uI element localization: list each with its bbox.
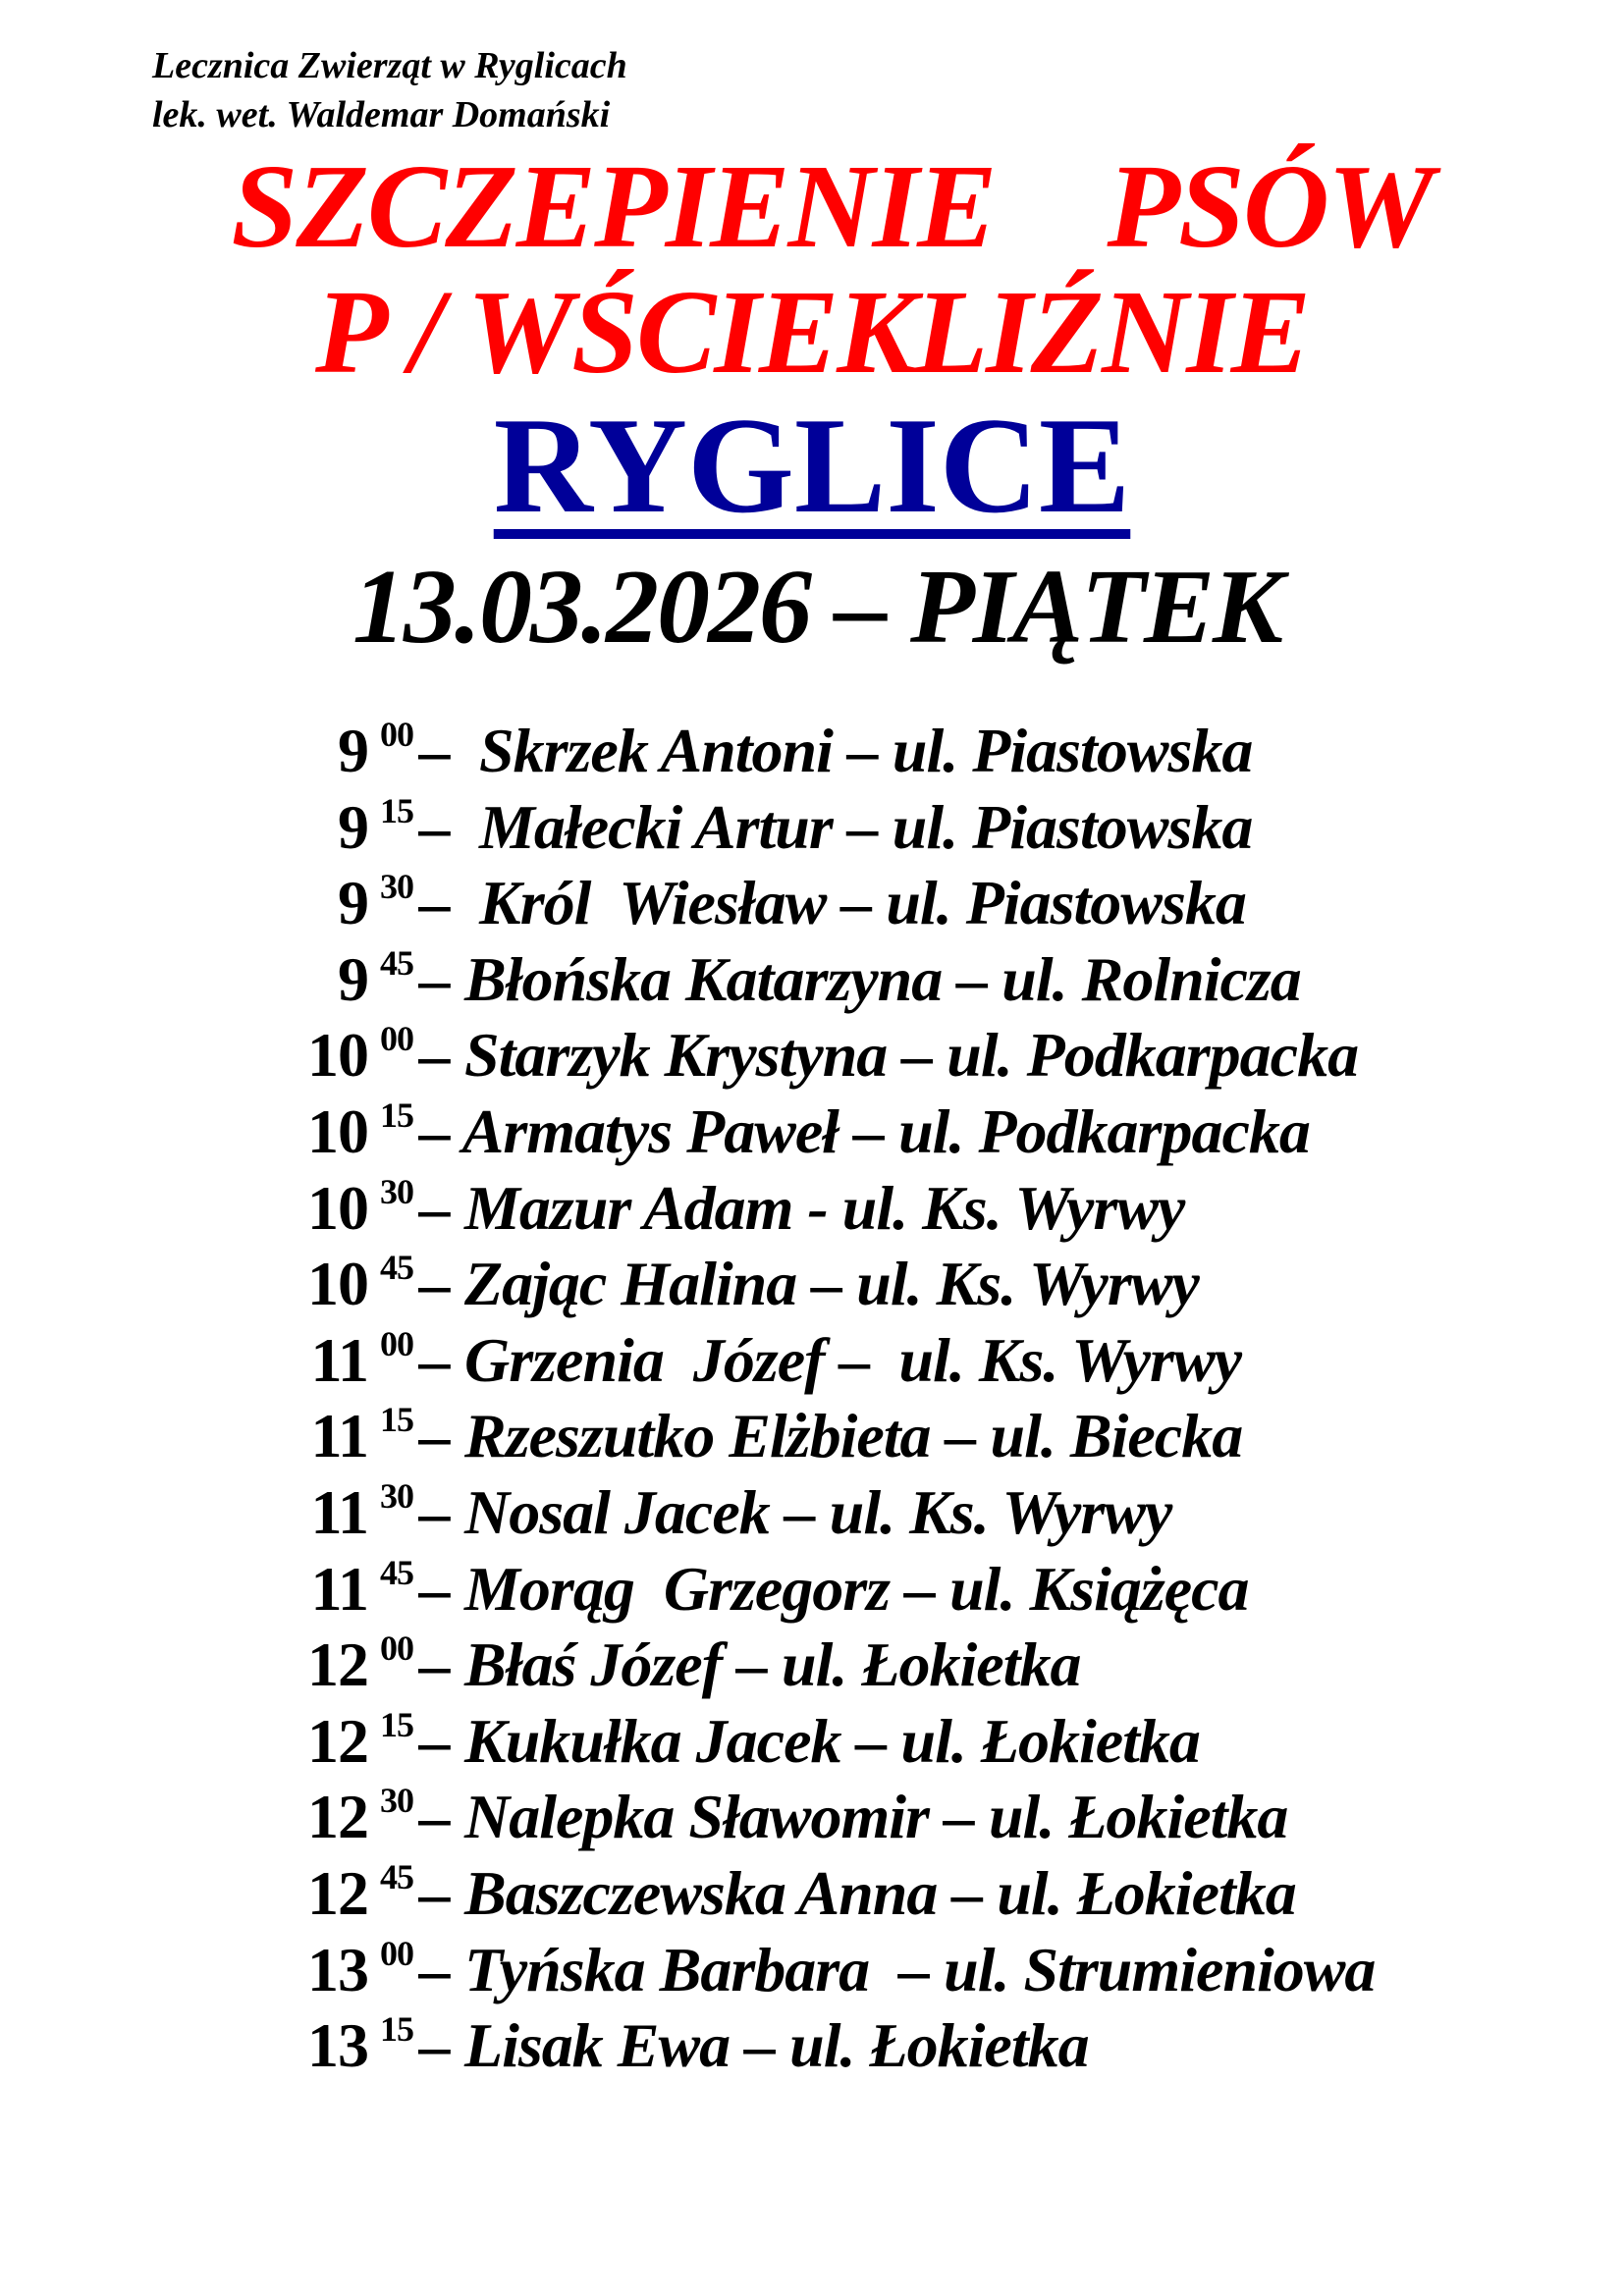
schedule-minute: 15 xyxy=(380,1704,413,1744)
schedule-entry: – Grzenia Józef – ul. Ks. Wyrwy xyxy=(419,1324,1242,1395)
schedule-minute: 15 xyxy=(380,1095,413,1135)
schedule-hour: 12 xyxy=(307,1782,368,1852)
schedule-minute: 00 xyxy=(380,1933,413,1973)
schedule-hour: 9 xyxy=(338,868,368,938)
schedule-hour: 12 xyxy=(307,1705,368,1776)
schedule-entry: – Starzyk Krystyna – ul. Podkarpacka xyxy=(419,1020,1359,1091)
schedule-minute: 00 xyxy=(380,1323,413,1363)
schedule-hour: 9 xyxy=(338,791,368,862)
schedule-minute: 30 xyxy=(380,1171,413,1211)
schedule-hour: 12 xyxy=(307,1857,368,1928)
schedule-entry: – Armatys Paweł – ul. Podkarpacka xyxy=(419,1095,1310,1166)
schedule-entry: – Kukułka Jacek – ul. Łokietka xyxy=(419,1705,1200,1776)
schedule-minute: 30 xyxy=(380,867,413,907)
schedule-minute: 30 xyxy=(380,1475,413,1516)
schedule-hour: 10 xyxy=(307,1172,368,1243)
schedule-minute: 45 xyxy=(380,1552,413,1592)
schedule-hour: 11 xyxy=(310,1553,368,1624)
schedule-hour: 11 xyxy=(310,1401,368,1471)
schedule-hour: 13 xyxy=(307,2010,368,2081)
schedule-hour: 10 xyxy=(307,1095,368,1166)
schedule-row xyxy=(241,2007,1375,2084)
schedule-hour: 9 xyxy=(338,943,368,1014)
schedule-entry: – Zając Halina – ul. Ks. Wyrwy xyxy=(419,1249,1199,1319)
schedule-hour: 12 xyxy=(307,1629,368,1700)
schedule-minute: 00 xyxy=(380,1629,413,1669)
schedule-minute: 15 xyxy=(380,1400,413,1440)
schedule-hour: 13 xyxy=(307,1934,368,2004)
schedule-minute: 30 xyxy=(380,1781,413,1821)
schedule-hour: 10 xyxy=(307,1249,368,1319)
schedule-entry: – Nosal Jacek – ul. Ks. Wyrwy xyxy=(419,1476,1172,1547)
title-line-2: P / WŚCIEKLIŹNIE xyxy=(314,266,1310,399)
schedule-minute: 45 xyxy=(380,1248,413,1288)
doctor-name: lek. wet. Waldemar Domański xyxy=(152,94,611,135)
schedule-entry: – Nalepka Sławomir – ul. Łokietka xyxy=(419,1782,1288,1852)
schedule-hour: 9 xyxy=(338,716,368,785)
clinic-name: Lecznica Zwierząt w Ryglicach xyxy=(152,45,627,86)
schedule-entry: – Błońska Katarzyna – ul. Rolnicza xyxy=(419,943,1301,1014)
schedule-minute: 15 xyxy=(380,790,413,830)
schedule-minute: 00 xyxy=(380,715,413,754)
schedule-entry: – Tyńska Barbara – ul. Strumieniowa xyxy=(419,1934,1376,2004)
city-name: RYGLICE xyxy=(493,390,1131,542)
title-line-1: SZCZEPIENIE PSÓW xyxy=(231,140,1433,273)
city-heading xyxy=(0,390,1624,542)
schedule-entry: – Małecki Artur – ul. Piastowska xyxy=(419,791,1253,862)
schedule-entry: – Skrzek Antoni – ul. Piastowska xyxy=(419,716,1253,785)
schedule-minute: 45 xyxy=(380,942,413,983)
event-date: 13.03.2026 – PIĄTEK xyxy=(352,549,1282,666)
schedule-minute: 45 xyxy=(380,1856,413,1896)
schedule-entry: – Rzeszutko Elżbieta – ul. Biecka xyxy=(419,1401,1243,1471)
schedule-entry: – Baszczewska Anna – ul. Łokietka xyxy=(419,1857,1296,1928)
schedule-hour: 11 xyxy=(310,1476,368,1547)
schedule-minute: 00 xyxy=(380,1019,413,1059)
schedule-entry: – Lisak Ewa – ul. Łokietka xyxy=(419,2010,1089,2081)
schedule-list xyxy=(241,713,1375,2084)
schedule-hour: 11 xyxy=(310,1324,368,1395)
schedule-hour: 10 xyxy=(307,1020,368,1091)
schedule-entry: – Mazur Adam - ul. Ks. Wyrwy xyxy=(419,1172,1185,1243)
schedule-entry: – Błaś Józef – ul. Łokietka xyxy=(419,1629,1081,1700)
schedule-entry: – Król Wiesław – ul. Piastowska xyxy=(419,868,1246,938)
schedule-entry: – Morąg Grzegorz – ul. Książęca xyxy=(419,1553,1249,1624)
schedule-minute: 15 xyxy=(380,2009,413,2050)
